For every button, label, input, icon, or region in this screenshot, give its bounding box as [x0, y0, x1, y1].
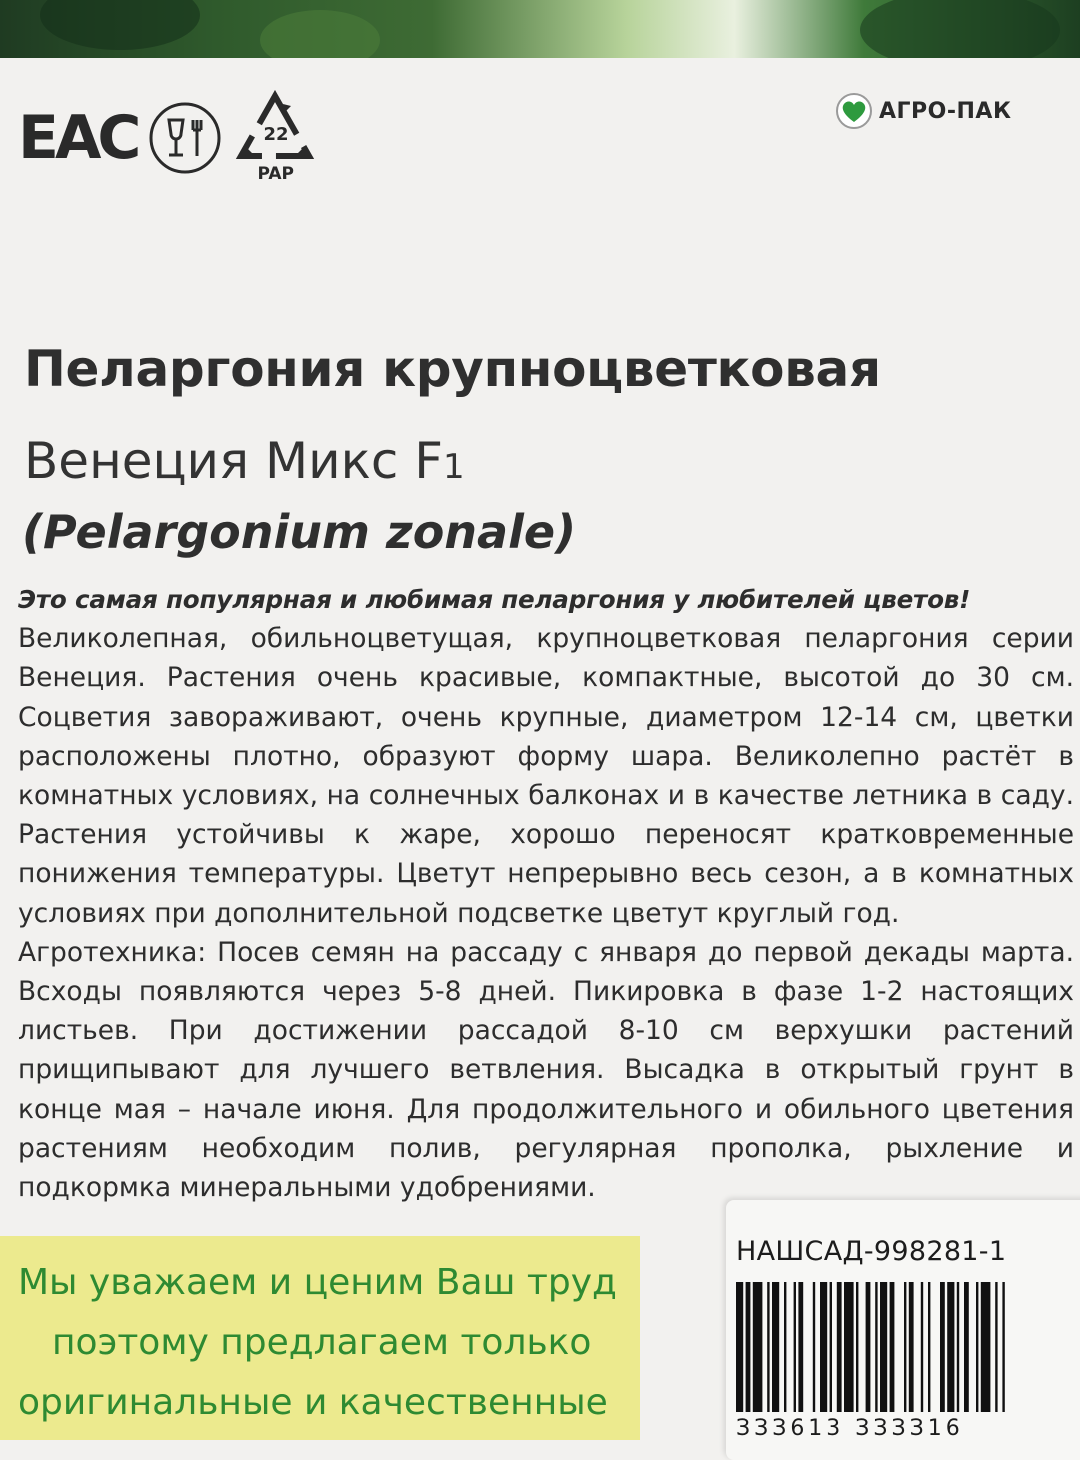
barcode-bar	[866, 1282, 871, 1412]
description	[18, 580, 1074, 1207]
brand-logo	[835, 92, 1011, 130]
food-safe-icon	[147, 100, 223, 176]
leaf-shape	[860, 0, 1060, 58]
eac-mark: ЕАС	[18, 103, 138, 173]
barcode-bar	[837, 1282, 842, 1412]
barcode-bar	[798, 1282, 803, 1412]
brand-name: АГРО-ПАК	[879, 98, 1012, 124]
barcode-bar	[794, 1282, 796, 1412]
barcode-bar	[890, 1282, 895, 1412]
barcode-digits: ЗЗЗ613 ЗЗЗЗ16	[736, 1416, 964, 1441]
barcode	[736, 1282, 1080, 1412]
recycle-code: 22	[263, 124, 289, 145]
product-variety	[24, 432, 465, 490]
barcode-bar	[772, 1282, 779, 1412]
product-title: Пеларгония крупноцветковая	[24, 340, 881, 398]
barcode-bar	[921, 1282, 923, 1412]
barcode-bar	[904, 1282, 906, 1412]
leaf-shape	[260, 10, 380, 58]
barcode-bar	[1002, 1282, 1004, 1412]
barcode-bar	[767, 1282, 769, 1412]
variety-subscript: 1	[443, 447, 465, 487]
barcode-bar	[940, 1282, 945, 1412]
barcode-bar	[875, 1282, 877, 1412]
heart-icon	[835, 92, 873, 130]
barcode-bar	[880, 1282, 887, 1412]
barcode-bar	[820, 1282, 827, 1412]
sku-code: НАШСАД-998281-1	[736, 1236, 1007, 1267]
promo-line-2: поэтому предлагаем только	[52, 1322, 592, 1363]
barcode-bar	[964, 1282, 969, 1412]
leaf-shape	[40, 0, 200, 50]
barcode-bar	[830, 1282, 832, 1412]
latin-name: (Pelargonium zonale)	[22, 505, 577, 559]
description-lead: Это самая популярная и любимая пеларгония у любителей цветов!	[18, 585, 971, 614]
certification-marks	[18, 88, 317, 188]
barcode-bar	[957, 1282, 959, 1412]
barcode-bar	[995, 1282, 997, 1412]
recycle-material: PAP	[257, 164, 294, 184]
barcode-bar	[736, 1282, 743, 1412]
barcode-bar	[909, 1282, 914, 1412]
promo-line-1: Мы уважаем и ценим Ваш труд	[18, 1262, 617, 1303]
barcode-bar	[813, 1282, 815, 1412]
barcode-bar	[856, 1282, 858, 1412]
agrotech-paragraph: Агротехника: Посев семян на рассаду с января до первой декады марта. Всходы появляются через 5-8 дней. Пикировка в фазе 1-2 настоящих листьев. При достижении рассадой 8-10 см верхушки растений прищипывают для лучшего ветвления. Высадка в открытый грунт в конце мая – начале июня. Для продолжительного и обильного цветения растениям необходим полив, регулярная прополка, рыхление и подкормка минеральными удобрениями.	[18, 936, 1074, 1204]
description-paragraph: Великолепная, обильноцветущая, крупноцветковая пеларгония серии Венеция. Растения очень красивые, компактные, высотой до 30 см. Соцветия завораживают, очень крупные, диаметром 12-14 см, цветки расположены плотно, образуют форму шара. Великолепно растёт в комнатных условиях, на солнечных балконах и в качестве летника в саду. Растения устойчивы к жаре, хорошо переносят кратковременные понижения температуры. Цветут непрерывно весь сезон, а в комнатных условиях при дополнительной подсветке цветут круглый год.	[18, 623, 1074, 929]
promo-line-3: оригинальные и качественные	[18, 1382, 608, 1423]
recycle-mark	[233, 90, 317, 186]
variety-name: Венеция Микс F	[24, 432, 443, 490]
barcode-bar	[844, 1282, 854, 1412]
barcode-bar	[947, 1282, 954, 1412]
barcode-bar	[746, 1282, 751, 1412]
barcode-bar	[981, 1282, 991, 1412]
barcode-bar	[753, 1282, 763, 1412]
barcode-bar	[976, 1282, 978, 1412]
barcode-bar	[928, 1282, 930, 1412]
barcode-bar	[784, 1282, 786, 1412]
top-photo-band	[0, 0, 1080, 58]
